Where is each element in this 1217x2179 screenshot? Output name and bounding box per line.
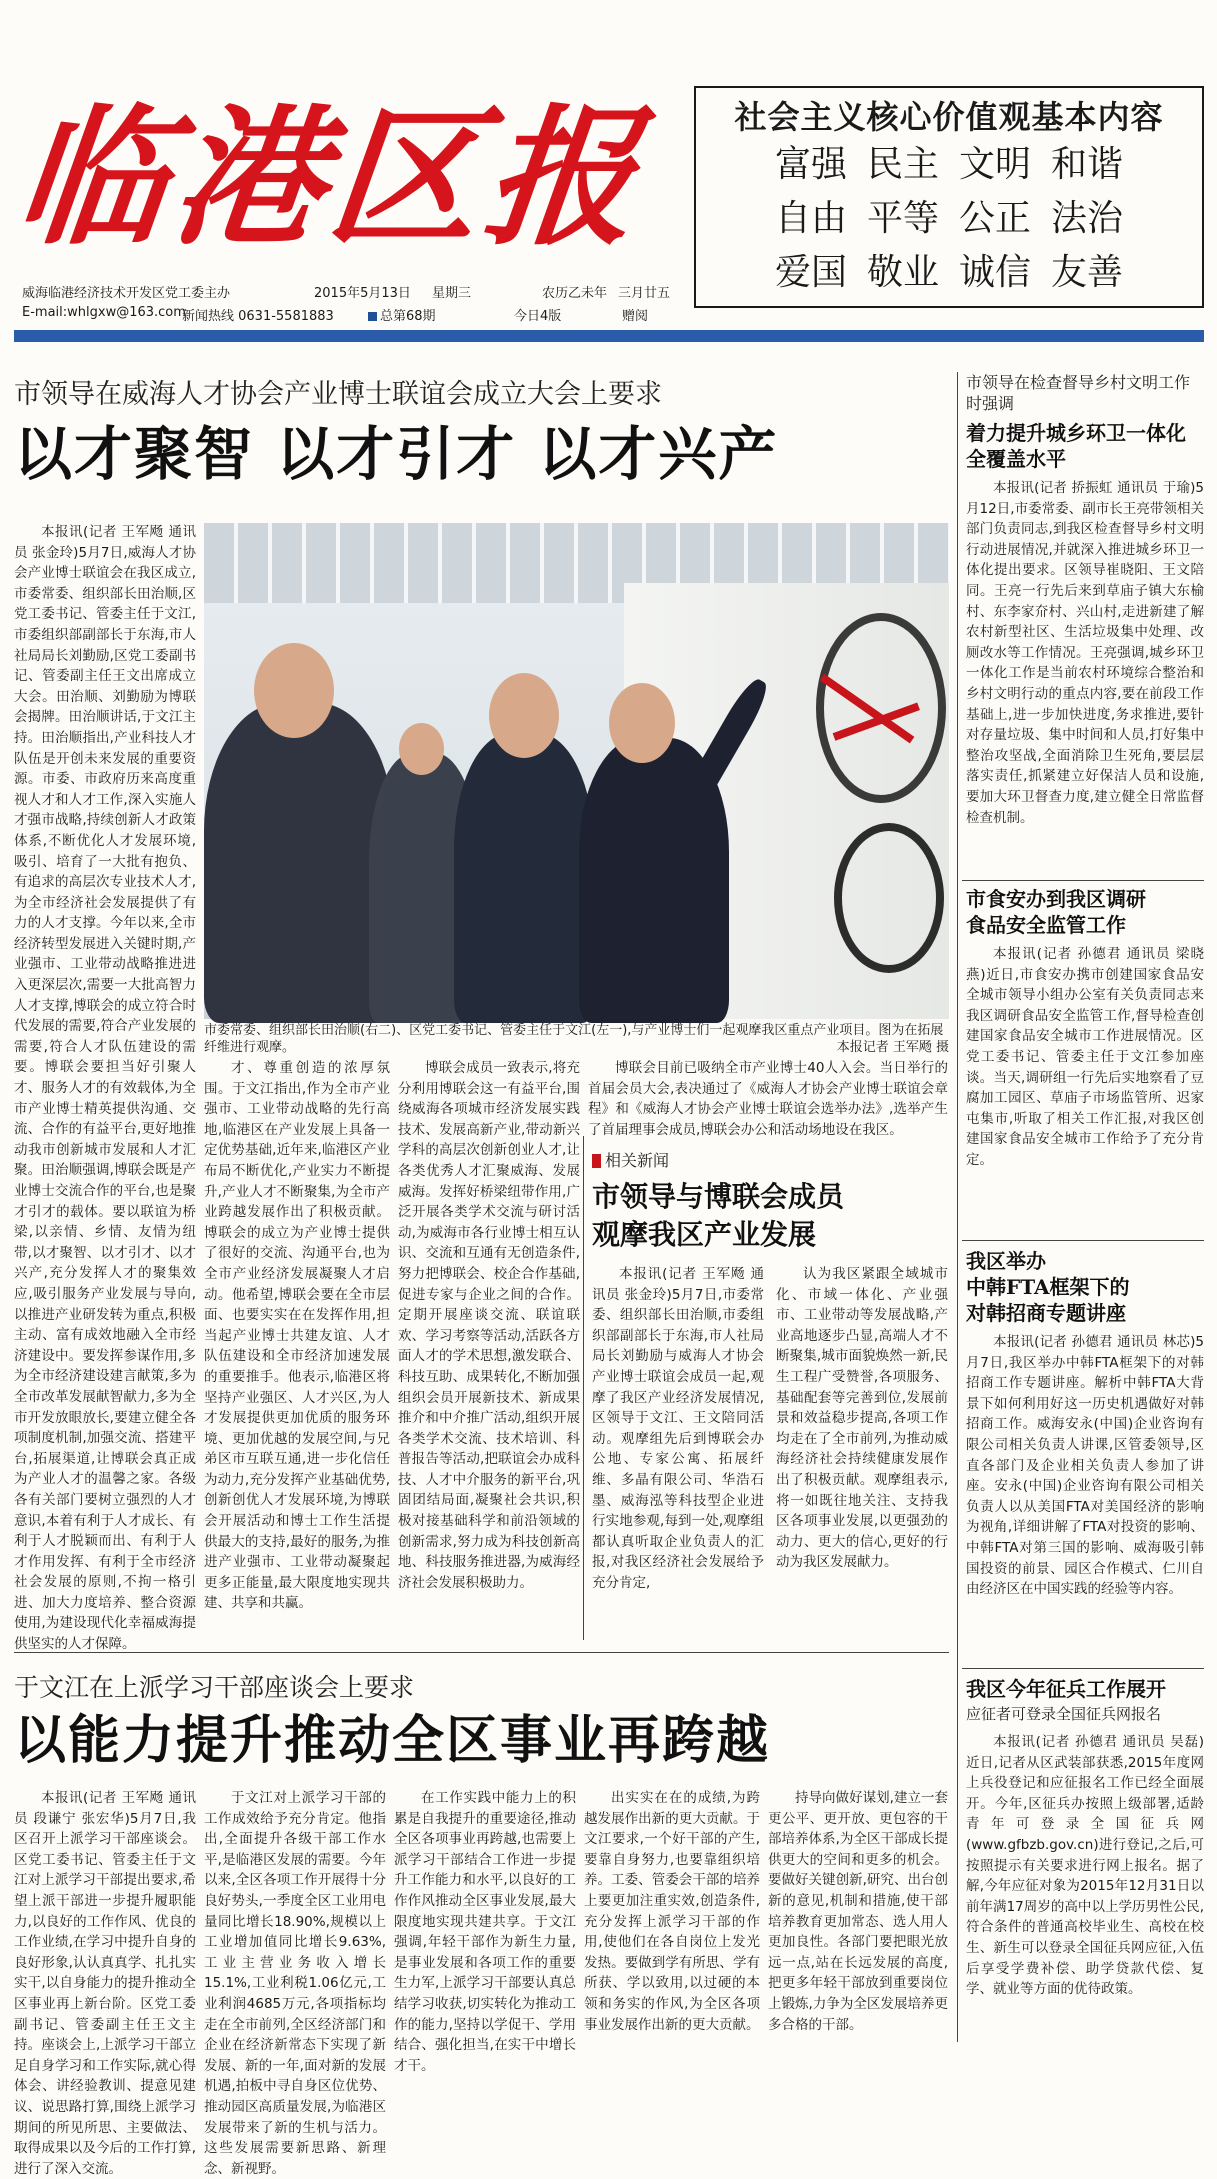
news-hotline: 新闻热线 0631-5581883 bbox=[182, 309, 334, 324]
issue-number: 总第68期 bbox=[368, 305, 436, 324]
core-values-box bbox=[694, 86, 1204, 308]
contact-email: E-mail:whlgxw@163.com bbox=[22, 305, 186, 320]
value-item: 诚信 bbox=[959, 252, 1032, 293]
related-column-2: 认为我区紧跟全域城市化、市域一体化、产业强市、工业带动等发展战略,产业高地逐步凸显,高端人才不断聚集,城市面貌焕然一新,民生工程广受赞誉,各项服务、基础配套等完善到位,发展前景和效益稳步提高,各项工作均走在了全市前列,为推动威海经济社会持续健康发展作出了积极贡献。观摩组表示,将一如既往地关注、支持我区各项事业发展,以更强劲的动力、更大的信心,更好的行动为我区发展献力。 bbox=[776, 1266, 948, 1571]
core-values-row-2 bbox=[706, 192, 1192, 246]
value-item: 公正 bbox=[959, 198, 1032, 239]
lead-column-1: 本报讯(记者 王军飏 通讯员 张金玲)5月7日,威海人才协会产业博士联谊会在我区成立,市委常委、组织部长田治顺,区党工委书记、管委主任于文江,市委组织部副部长于东海,市人社局局长刘勤励,区党工委副书记、管委副主任王文出席成立大会。田治顺、刘勤励为博联会揭牌。田治顺讲话,于文江主持。田治顺指出,产业科技人才队伍是开创未来发展的重要资源。市委、市政府历来高度重视人才和人才工作,深入实施人才强市战略,持续创新人才政策体系,不断优化人才发展环境,吸引、培育了一大批有抱负、有追求的高层次专业技术人才,为全市经济社会发展提供了有力的人才支撑。今年以来,全市经济转型发展进入关键时期,产业强市、工业带动战略推进进入更深层次,需要一大批高智力人才支撑,博联会的成立符合时代发展的需要,符合产业发展的需要,符合人才队伍建设的需要。博联会要担当好引聚人才、服务人才的有效载体,为全市产业博士精英提供沟通、交流、合作的有益平台,更好地推动我市创新城市发展和人才汇聚。田治顺强调,博联会既是产业博士交流合作的平台,也是聚才引才的载体。要以联谊为桥梁,以亲情、乡情、友情为纽带,以才聚智、以才引才、以才兴产,充分发挥人才的聚集效应,吸引服务产业发展与导向,以推进产业研发转为重点,积极主动、富有成效地融入全市经济建设中。要发挥参谋作用,多为全市经济建设建言献策,多为全市改革发展献智献力,多为全市开发放眼放长,要建立健全各项制度机制,加强交流、搭建平台,拓展渠道,让博联会真正成为产业人才的温馨之家。各级各有关部门要树立强烈的人才意识,本着有利于人才成长、有利于人才脱颖而出、有利于人才作用发挥、有利于全市经济社会发展的原则,不拘一格引进、加大力度培养、整合资源使用,为建设现代化幸福威海提供坚实的人才保障。 bbox=[14, 524, 196, 1653]
lunar-year: 农历乙未年 bbox=[542, 286, 608, 301]
sidebar-2-body: 本报讯(记者 孙德君 通讯员 梁晓燕)近日,市食安办携市创建国家食品安全城市领导小组办公室有关负责同志来我区调研食品安全监管工作,督导检查创建国家食品安全城市工作进展情况。区党工委书记、管委主任于文江参加座谈。当天,调研组一行先后实地察看了豆腐加工园区、草庙子市场监管所、迟家屯集市,听取了相关工作汇报,对我区创建国家食品安全城市工作给予了充分肯定。 bbox=[966, 946, 1204, 1168]
core-values-title: 社会主义核心价值观基本内容 bbox=[734, 98, 1164, 136]
photo-credit: 本报记者 王军飏 摄 bbox=[836, 1040, 949, 1055]
value-item: 法治 bbox=[1051, 198, 1124, 239]
related-headline-line1: 市领导与博联会成员 bbox=[592, 1180, 845, 1213]
value-item: 自由 bbox=[774, 198, 847, 239]
sidebar-1-kicker: 市领导在检查督导乡村文明工作时强调 bbox=[966, 373, 1191, 413]
sidebar-1-headline-line1: 着力提升城乡环卫一体化 bbox=[966, 421, 1186, 445]
value-item: 敬业 bbox=[866, 252, 939, 293]
lead-photo bbox=[204, 523, 949, 1019]
lead-kicker: 市领导在威海人才协会产业博士联谊会成立大会上要求 bbox=[14, 379, 662, 410]
second-column-5: 持导向做好谋划,建立一套更公平、更开放、更包容的干部培养体系,为全区干部成长提供更大的空间和更多的机会。要做好关键创新,研究、出台创新的意见,机制和措施,使干部培养教育更加常态、选人用人更加良性。各部门要把眼光放远一点,站在长远发展的高度,把更多年轻干部放到重要岗位上锻炼,力争为全区发展培养更多合格的干部。 bbox=[768, 1790, 948, 2033]
sidebar-2-headline-line2: 食品安全监管工作 bbox=[966, 913, 1126, 937]
sidebar-3-kicker: 我区举办 bbox=[966, 1249, 1046, 1273]
sidebar-4-body: 本报讯(记者 孙德君 通讯员 吴磊)近日,记者从区武装部获悉,2015年度网上兵役登记和应征报名工作已经全面展开。今年,区征兵办按照上级部署,适龄青年可登录全国征兵网(www.gfbzb.gov.cn)进行登记,之后,可按照提示有关要求进行网上报名。据了解,今年应征对象为2015年12月31日以前年满17周岁的高中以上学历男性公民,符合条件的普通高校毕业生、高校在校生、新生可以登录全国征兵网应征,入伍后享受学费补偿、助学贷款代偿、复学、就业等方面的优待政策。 bbox=[966, 1734, 1204, 1998]
related-column-1: 本报讯(记者 王军飏 通讯员 张金玲)5月7日,市委常委、组织部长田治顺,市委组织部副部长于东海,市人社局局长刘勤励与威海人才协会产业博士联谊会成员一起,观摩了我区产业经济发展情况,区领导于文江、王文陪同活动。观摩组先后到博联会办公地、专家公寓、拓展纤维、多晶有限公司、华浩石墨、威海泓等科技型企业进行实地参观,每到一处,观摩组都认真听取企业负责人的汇报,对我区经济社会发展给予充分肯定, bbox=[592, 1266, 764, 1591]
value-item: 文明 bbox=[959, 144, 1032, 185]
photo-caption: 市委常委、组织部长田治顺(右二)、区党工委书记、管委主任于文江(左一),与产业博士们一起观摩我区重点产业项目。图为在拓展纤维进行观摩。 本报记者 王军飏 摄 bbox=[204, 1023, 949, 1055]
second-column-1: 本报讯(记者 王军飏 通讯员 段谦宁 张宏华)5月7日,我区召开上派学习干部座谈会。区党工委书记、管委主任于文江对上派学习干部提出要求,希望上派干部进一步提升履职能力,以良好的工作作风、优良的工作业绩,在学习中提升自身的良好形象,认认真真学、扎扎实实干,以自身能力的提升推动全区事业再上新台阶。区党工委副书记、管委副主任王文主持。座谈会上,上派学习干部立足自身学习和工作实际,就心得体会、讲经验教训、提意见建议、说思路打算,围绕上派学习期间的所见所思、主要做法、取得成果以及今后的工作打算,进行了深入交流。 bbox=[14, 1790, 196, 2177]
weekday: 星期三 bbox=[432, 286, 472, 301]
lead-headline: 以才聚智 以才引才 以才兴产 bbox=[14, 420, 779, 488]
sidebar-2-headline-line1: 市食安办到我区调研 bbox=[966, 887, 1146, 911]
masthead-logo: 临港区报 bbox=[8, 90, 652, 266]
value-item: 民主 bbox=[866, 144, 939, 185]
lead-column-2: 才、尊重创造的浓厚氛围。于文江指出,作为全市产业强市、工业带动战略的先行高地,临港区在产业发展上具备一定优势基础,近年来,临港区产业布局不断优化,产业实力不断提升,产业人才不断聚集,为全市产业跨越发展作出了积极贡献。博联会的成立为产业博士提供了很好的交流、沟通平台,也为全市产业经济发展凝聚人才启动。他希望,博联会要在全市层面、也要实实在在发挥作用,担当起产业博士共建友谊、人才队伍建设和全市经济加速发展的重要推手。他表示,临港区将坚持产业强区、人才兴区,为人才发展提供更加优质的服务环境、更加优越的发展空间,与兄弟区市互联互通,进一步化信任为动力,充分发挥产业基础优势,创新创优人才发展环境,为博联会开展活动和博士工作生活提供最大的支持,最好的服务,为推进产业强市、工业带动凝聚起更多正能量,最大限度地实现共建、共享和共赢。 bbox=[204, 1060, 390, 1612]
lunar-day: 三月廿五 bbox=[618, 286, 671, 301]
second-kicker: 于文江在上派学习干部座谈会上要求 bbox=[14, 1673, 415, 1702]
free-label: 赠阅 bbox=[622, 309, 649, 324]
value-item: 平等 bbox=[866, 198, 939, 239]
related-headline-line2: 观摩我区产业发展 bbox=[592, 1218, 817, 1251]
second-headline: 以能力提升推动全区事业再跨越 bbox=[14, 1710, 771, 1771]
lead-column-3: 博联会成员一致表示,将充分利用博联会这一有益平台,围绕威海各项城市经济发展实践技术、发展高新产业,带动新兴学科的高层次创新创业人才,让各类优秀人才汇聚威海、发展威海。发挥好桥梁纽带作用,广泛开展各类学术交流与研讨活动,为威海市各行业博士相互认识、交流和互通有无创造条件,努力把博联会、校企合作基础,促进专家与企业之间的合作。定期开展座谈交流、联谊联欢、学习考察等活动,活跃各方面人才的学术思想,激发联合、科技互助、成果转化,不断加强组织会员开展新技术、新成果推介和中介推广活动,组织开展各类学术交流、技术培训、科普报告等活动,把联谊会办成科技、人才中介服务的新平台,巩固团结局面,凝聚社会共识,积极对接基础科学和前沿领域的创新需求,努力成为科技创新高地、科技服务推进器,为威海经济社会发展积极助力。 bbox=[398, 1060, 580, 1591]
square-bullet-icon bbox=[368, 312, 377, 321]
sidebar-4-headline: 我区今年征兵工作展开 bbox=[966, 1677, 1166, 1701]
sidebar-1-headline-line2: 全覆盖水平 bbox=[966, 447, 1066, 471]
issue-date: 2015年5月13日 bbox=[314, 286, 411, 301]
second-column-3: 在工作实践中能力上的积累是自我提升的重要途径,推动全区各项事业再跨越,也需要上派学习干部结合工作进一步提升工作能力和水平,以良好的工作作风推动全区事业发展,最大限度地实现共建共享。于文江强调,年轻干部作为新生力量,是事业发展和各项工作的重要生力军,上派学习干部要认真总结学习收获,切实转化为推动工作的能力,坚持以学促干、学用结合、强化担当,在实干中增长才干。 bbox=[394, 1790, 576, 2074]
value-item: 友善 bbox=[1051, 252, 1124, 293]
second-column-2: 于文江对上派学习干部的工作成效给予充分肯定。他指出,全面提升各级干部工作水平,是临港区发展的需要。今年以来,全区各项工作开展得十分良好势头,一季度全区工业用电量同比增长18.90%,规模以上工业增加值同比增长9.63%,工业主营业务收入增长15.1%,工业利税1.06亿元,工业利润4685万元,各项指标均走在全市前列,全区经济部门和企业在经济新常态下实现了新发展、新的一年,面对新的发展机遇,拍板中寻自身区位优势、推动园区高质量发展,为临港区发展带来了新的生机与活力。这些发展需要新思路、新理念、新视野。 bbox=[204, 1790, 386, 2177]
sidebar-4-kicker: 应征者可登录全国征兵网报名 bbox=[966, 1705, 1162, 1723]
page-count: 今日4版 bbox=[514, 309, 562, 324]
value-item: 富强 bbox=[774, 144, 847, 185]
publisher: 威海临港经济技术开发区党工委主办 bbox=[22, 286, 231, 301]
value-item: 爱国 bbox=[774, 252, 847, 293]
second-column-4: 出实实在在的成绩,为跨越发展作出新的更大贡献。于文江要求,一个好干部的产生,要靠自身努力,也要靠组织培养。工委、管委会干部的培养上要更加注重实效,创造条件,充分发挥上派学习干部的作用,使他们在各自岗位上发光发热。要做到学有所思、学有所获、学以致用,以过硬的本领和务实的作风,为全区各项事业发展作出新的更大贡献。 bbox=[584, 1790, 760, 2033]
core-values-row-1 bbox=[706, 138, 1192, 192]
sidebar-1-body: 本报讯(记者 挢振虹 通讯员 于瑜)5月12日,市委常委、副市长王亮带领相关部门负责同志,到我区检查督导乡村文明行动进展情况,并就深入推进城乡环卫一体化提出要求。区领导崔晓阳、王文陪同。王亮一行先后来到草庙子镇大东榆村、东李家夼村、兴山村,走进新建了解农村新型社区、生活垃圾集中处理、改厕改水等工作情况。王亮强调,城乡环卫一体化工作是当前农村环境综合整治和乡村文明行动的重点内容,要在前段工作基础上,进一步加快进度,务求推进,要针对存量垃圾、集中时间和人员,打好集中整治攻坚战,全面消除卫生死角,要层层落实责任,抓紧建立好保洁人员和设施,要加大环卫督查力度,建立健全日常监督检查机制。 bbox=[966, 480, 1204, 826]
value-item: 和谐 bbox=[1051, 144, 1124, 185]
sidebar-3-body: 本报讯(记者 孙德君 通讯员 林芯)5月7日,我区举办中韩FTA框架下的对韩招商工作专题讲座。解析中韩FTA大背景下如何利用好这一历史机遇做好对韩招商工作。威海安永(中国)企业咨询有限公司相关负责人讲课,区管委领导,区直各部门及企业相关负责人参加了讲座。安永(中国)企业咨询有限公司相关负责人以从美国FTA对美国经济的影响为视角,详细讲解了FTA对投资的影响、中韩FTA对第三国的影响、威海吸引韩国投资的前景、园区合作模式、仁川自由经济区在中国实践的经验等内容。 bbox=[966, 1334, 1204, 1598]
lead-column-4: 博联会目前已吸纳全市产业博士40人入会。当日举行的首届会员大会,表决通过了《威海人才协会产业博士联谊会章程》和《威海人才协会产业博士联谊会选举办法》,选举产生了首届理事会成员,博联会办公和活动场地设在我区。 bbox=[588, 1060, 948, 1138]
sidebar-3-headline-line1: 中韩FTA框架下的 bbox=[966, 1275, 1130, 1299]
sidebar-3-headline-line2: 对韩招商专题讲座 bbox=[966, 1301, 1126, 1325]
core-values-row-3 bbox=[706, 246, 1192, 300]
masthead-rule bbox=[14, 330, 1204, 342]
related-news-tag: 相关新闻 bbox=[592, 1148, 669, 1171]
